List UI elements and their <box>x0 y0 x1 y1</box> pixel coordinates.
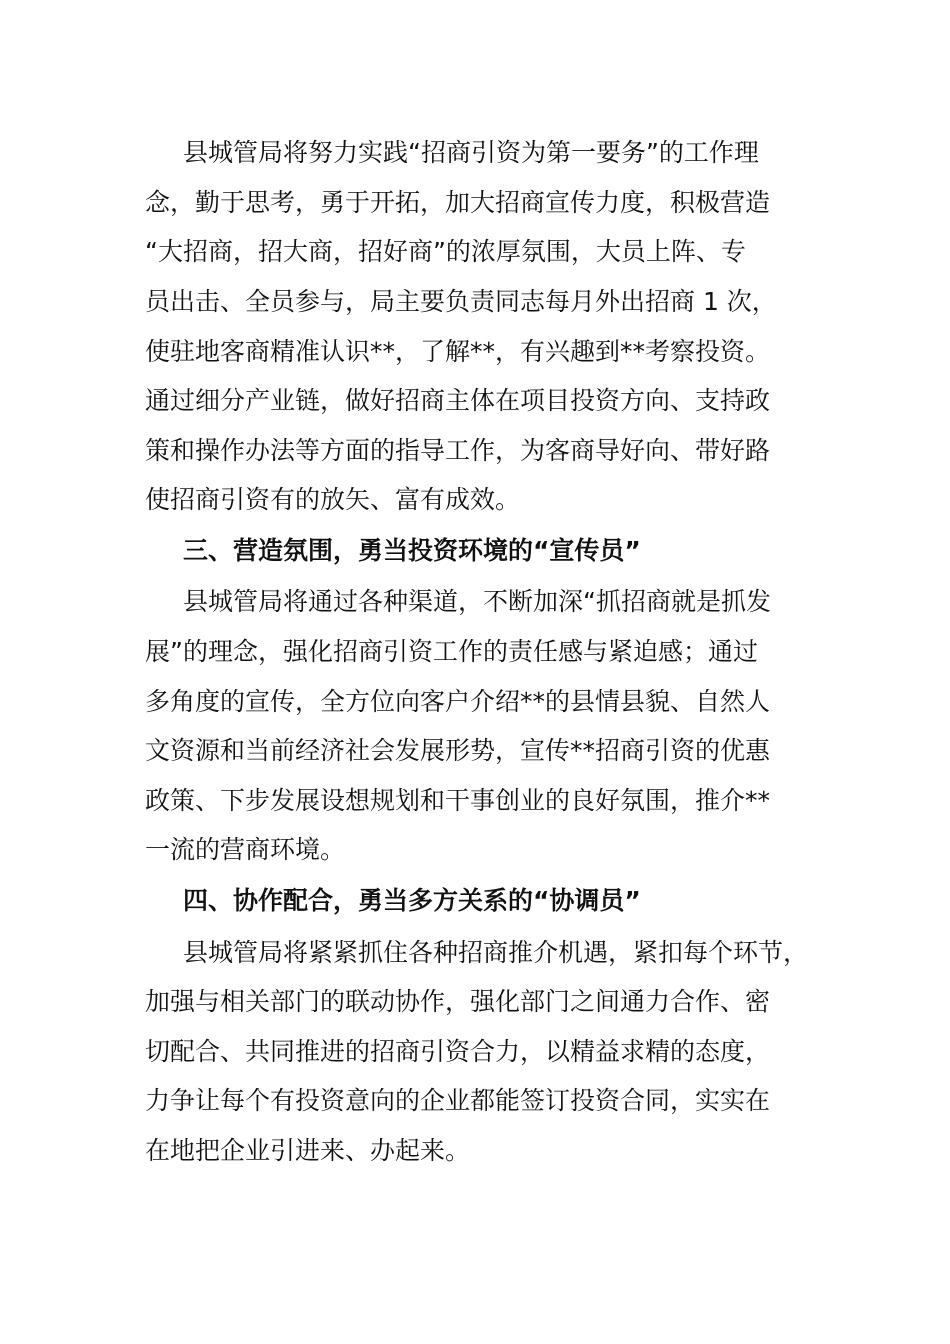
paragraph-1-line-3: “大招商，招大商，招好商”的浓厚氛围，大员上阵、专 <box>145 237 746 266</box>
paragraph-3-line-5: 在地把企业引进来、办起来。 <box>145 1136 471 1165</box>
paragraph-1-line-7: 策和操作办法等方面的指导工作，为客商导好向、带好路 <box>145 436 771 465</box>
paragraph-1-line-4: 员出击、全员参与，局主要负责同志每月外出招商 1 次， <box>145 287 777 316</box>
paragraph-2-line-4: 文资源和当前经济社会发展形势，宣传**招商引资的优惠 <box>145 736 771 765</box>
paragraph-1-line-2: 念，勤于思考，勇于开拓，加大招商宣传力度，积极营造 <box>145 188 771 217</box>
paragraph-3-line-3: 切配合、共同推进的招商引资合力，以精益求精的态度， <box>145 1037 771 1066</box>
paragraph-1-line-5: 使驻地客商精准认识**，了解**，有兴趣到**考察投资。 <box>145 337 771 366</box>
section-heading-3: 三、营造氛围，勇当投资环境的“宣传员” <box>183 536 641 565</box>
paragraph-3-line-1: 县城管局将紧紧抓住各种招商推介机遇，紧扣每个环节， <box>183 938 809 967</box>
paragraph-3-line-2: 加强与相关部门的联动协作，强化部门之间通力合作、密 <box>145 987 771 1016</box>
paragraph-1-line-6: 通过细分产业链，做好招商主体在项目投资方向、支持政 <box>145 386 771 415</box>
paragraph-3-line-4: 力争让每个有投资意向的企业都能签订投资合同，实实在 <box>145 1086 771 1115</box>
paragraph-1-line-8: 使招商引资有的放矢、富有成效。 <box>145 485 521 514</box>
section-heading-4: 四、协作配合，勇当多方关系的“协调员” <box>183 886 641 915</box>
paragraph-2-line-1: 县城管局将通过各种渠道，不断加深“抓招商就是抓发 <box>183 587 771 616</box>
paragraph-2-line-3: 多角度的宣传，全方位向客户介绍**的县情县貌、自然人 <box>145 687 771 716</box>
paragraph-2-line-5: 政策、下步发展设想规划和干事创业的良好氛围，推介** <box>145 786 771 815</box>
paragraph-2-line-2: 展”的理念，强化招商引资工作的责任感与紧迫感；通过 <box>145 637 758 666</box>
paragraph-1-line-1: 县城管局将努力实践“招商引资为第一要务”的工作理 <box>183 138 759 167</box>
paragraph-2-line-6: 一流的营商环境。 <box>145 835 346 864</box>
